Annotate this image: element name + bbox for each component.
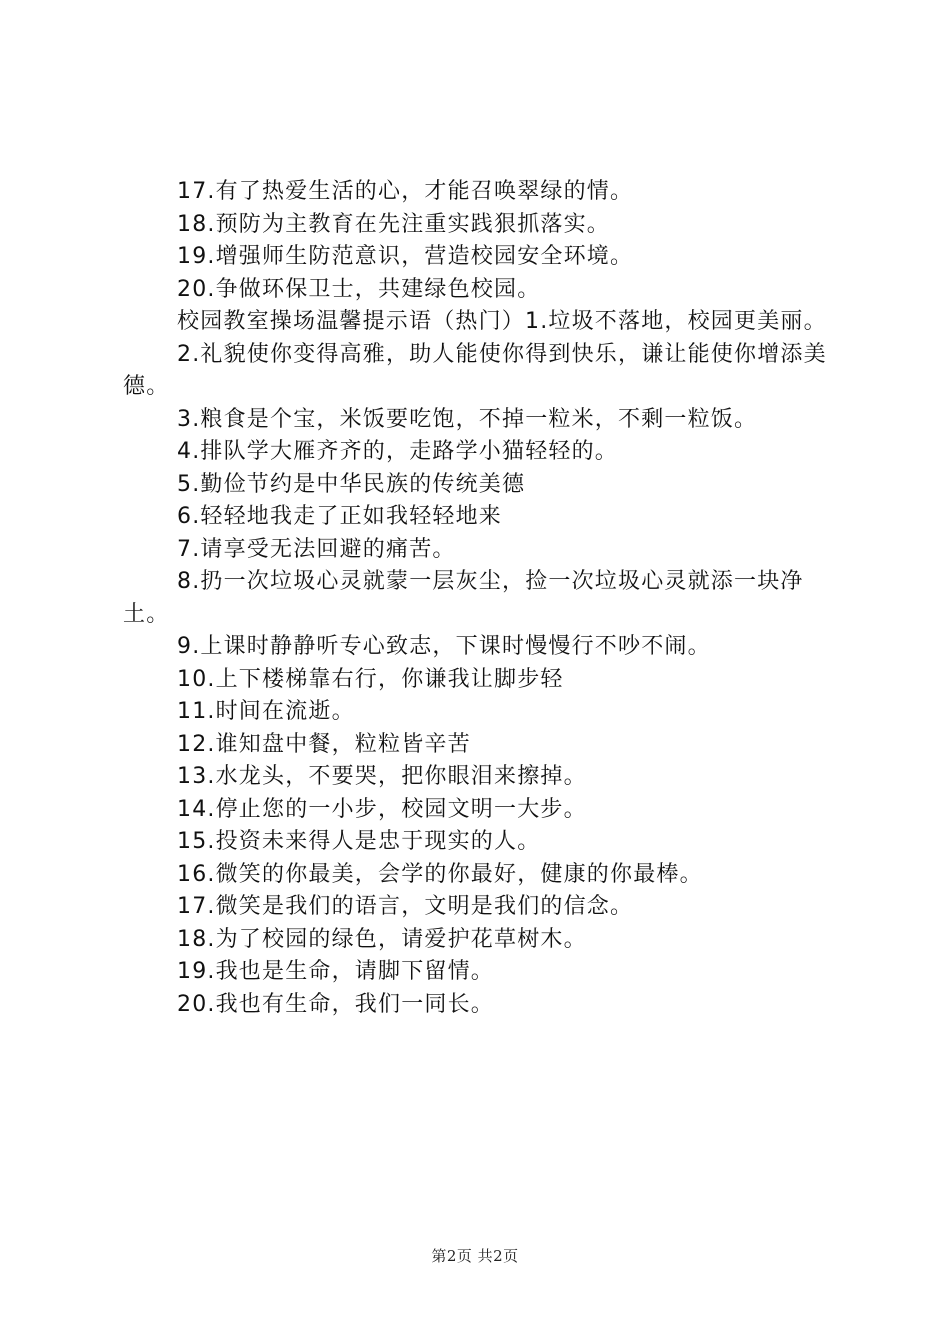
paragraph: 19.增强师生防范意识，营造校园安全环境。 (177, 244, 634, 269)
paragraph: 12.谁知盘中餐，粒粒皆辛苦 (177, 731, 471, 757)
paragraph: 15.投资未来得人是忠于现实的人。 (177, 829, 541, 854)
paragraph: 9.上课时静静听专心致志，下课时慢慢行不吵不闹。 (177, 634, 711, 659)
paragraph: 14.停止您的一小步，校园文明一大步。 (177, 796, 587, 822)
paragraph: 10.上下楼梯靠右行，你谦我让脚步轻 (177, 666, 564, 692)
paragraph: 19.我也是生命，请脚下留情。 (177, 959, 494, 984)
paragraph: 3.粮食是个宝，米饭要吃饱，不掉一粒米，不剩一粒饭。 (177, 406, 758, 432)
paragraph: 20.争做环保卫士，共建绿色校园。 (177, 276, 541, 302)
paragraph: 8.扔一次垃圾心灵就蒙一层灰尘，捡一次垃圾心灵就添一块净土。 (123, 569, 804, 627)
paragraph: 11.时间在流逝。 (177, 699, 355, 724)
document-body (123, 176, 833, 1021)
page-number-footer: 第2页 共2页 (431, 1247, 519, 1265)
paragraph: 18.预防为主教育在先注重实践狠抓落实。 (177, 211, 610, 237)
paragraph: 7.请享受无法回避的痛苦。 (177, 536, 456, 562)
paragraph: 17.微笑是我们的语言，文明是我们的信念。 (177, 894, 634, 919)
paragraph: 13.水龙头，不要哭，把你眼泪来擦掉。 (177, 764, 587, 789)
paragraph: 17.有了热爱生活的心，才能召唤翠绿的情。 (177, 179, 634, 204)
paragraph: 20.我也有生命，我们一同长。 (177, 991, 494, 1017)
paragraph: 2.礼貌使你变得高雅，助人能使你得到快乐，谦让能使你增添美德。 (123, 341, 827, 399)
paragraph: 5.勤俭节约是中华民族的传统美德 (177, 471, 526, 497)
paragraph: 16.微笑的你最美，会学的你最好，健康的你最棒。 (177, 861, 703, 887)
paragraph: 6.轻轻地我走了正如我轻轻地来 (177, 504, 502, 529)
paragraph: 4.排队学大雁齐齐的，走路学小猫轻轻的。 (177, 439, 618, 464)
paragraph: 18.为了校园的绿色，请爱护花草树木。 (177, 926, 587, 952)
section-heading-paragraph: 校园教室操场温馨提示语（热门）1.垃圾不落地，校园更美丽。 (177, 309, 827, 334)
